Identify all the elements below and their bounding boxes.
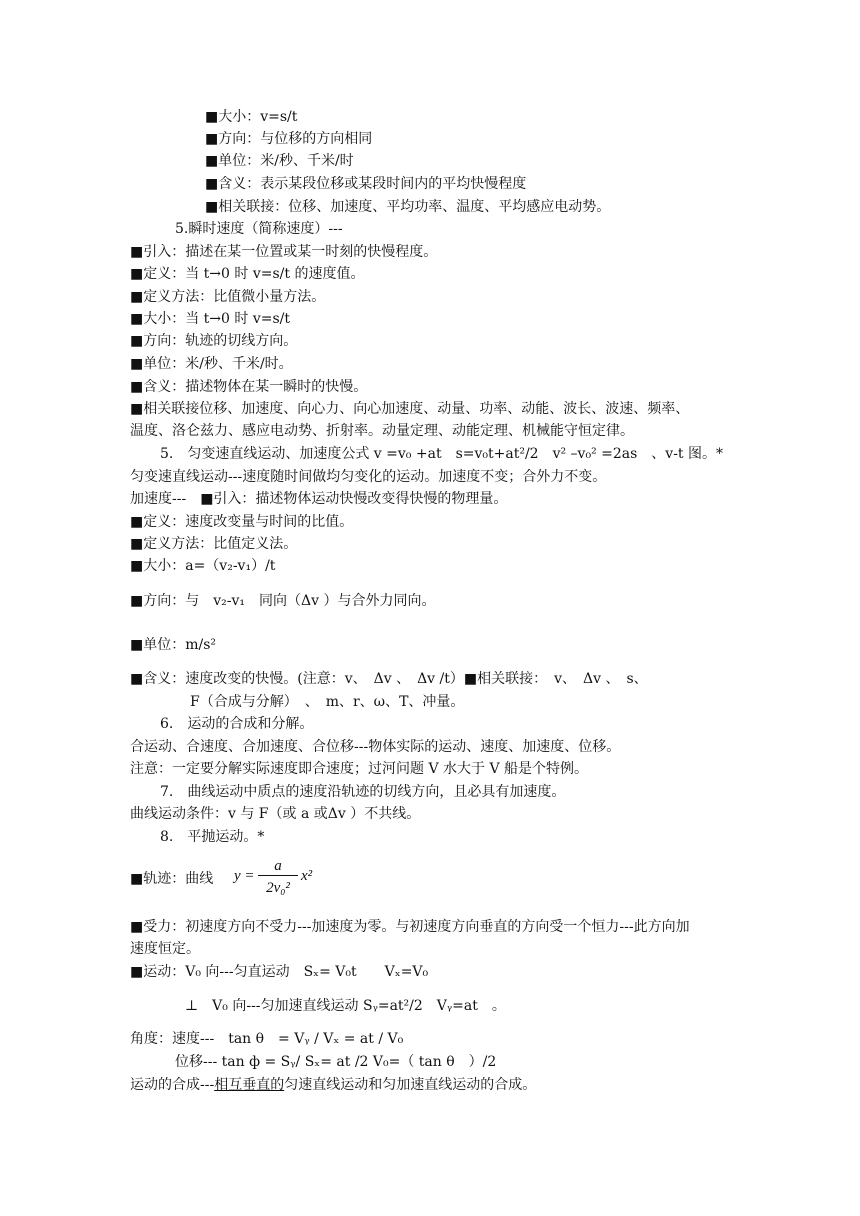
text-line: ■轨迹：曲线 (130, 871, 214, 887)
text-line: ■定义：速度改变量与时间的比值。 (130, 514, 354, 530)
text-line: 合运动、合速度、合加速度、合位移---物体实际的运动、速度、加速度、位移。 (130, 739, 621, 755)
section-heading: 8. 平抛运动。* (160, 829, 265, 845)
text-line: ■相关联接：位移、加速度、平均功率、温度、平均感应电动势。 (205, 199, 611, 215)
text-line: ■引入：描述在某一位置或某一时刻的快慢程度。 (130, 244, 438, 260)
text-line: ■大小：当 t→0 时 v=s/t (130, 311, 291, 327)
text-line: 加速度--- ■引入：描述物体运动快慢改变得快慢的物理量。 (130, 491, 508, 507)
text-line: F（合成与分解） 、 m、r、ω、T、冲量。 (190, 694, 465, 710)
section-heading: 5. 匀变速直线运动、加速度公式 v =v₀ +at s=v₀t+at²/2 v² –v₀² =2as 、v-t 图。* (160, 446, 724, 462)
text-line: ■定义方法：比值微小量方法。 (130, 289, 326, 305)
formula-rhs: x² (301, 868, 313, 884)
text-line: ■方向：轨迹的切线方向。 (130, 333, 298, 349)
text-line: ■含义：表示某段位移或某段时间内的平均快慢程度 (205, 176, 527, 192)
text-line: ■单位：米/秒、千米/时。 (130, 356, 293, 372)
text-line: ■单位：m/s² (130, 637, 217, 653)
formula-numerator: a (274, 858, 282, 874)
text-line: 曲线运动条件：v 与 F（或 a 或Δv ）不共线。 (130, 806, 421, 822)
text-line: 位移--- tan ф = Sᵧ/ Sₓ= at /2 V₀=（ tan θ ）/2 (175, 1054, 497, 1070)
text-line: ■受力：初速度方向不受力---加速度为零。与初速度方向垂直的方向受一个恒力---此方向加 (130, 919, 690, 935)
text-line: ■含义：速度改变的快慢。(注意：v、 Δv 、 Δv /t）■相关联接： v、 Δv 、 s、 (130, 671, 648, 687)
text-line: ■单位：米/秒、千米/时 (205, 153, 354, 169)
text-line: ■大小：v=s/t (205, 109, 298, 125)
text-line: 速度恒定。 (130, 941, 200, 957)
text-line: ⊥ V₀ 向---匀加速直线运动 Sᵧ=at²/2 Vᵧ=at 。 (185, 998, 506, 1014)
text-line: ■运动：V₀ 向---匀直运动 Sₓ= V₀t Vₓ=V₀ (130, 964, 429, 980)
formula-lhs: y = (234, 868, 255, 884)
underlined-text: 相互垂直的 (214, 1077, 285, 1093)
text-line: ■相关联接位移、加速度、向心力、向心加速度、动量、功率、动能、波长、波速、频率、 (130, 401, 690, 417)
fraction-bar (258, 875, 298, 876)
text-line: ■定义：当 t→0 时 v=s/t 的速度值。 (130, 266, 365, 282)
text-line: ■含义：描述物体在某一瞬时的快慢。 (130, 379, 368, 395)
text-line: 注意：一定要分解实际速度即合速度；过河问题 V 水大于 V 船是个特例。 (130, 761, 589, 777)
text-line: ■方向：与 v₂-v₁ 同向（Δv ）与合外力同向。 (130, 593, 436, 609)
section-heading: 6. 运动的合成和分解。 (160, 716, 314, 732)
text-line (130, 1076, 536, 1094)
section-heading: 5.瞬时速度（简称速度）--- (175, 221, 343, 237)
text-line: ■方向：与位移的方向相同 (205, 131, 373, 147)
text-line: 匀变速直线运动---速度随时间做均匀变化的运动。加速度不变；合外力不变。 (130, 469, 607, 485)
text-line: 温度、洛仑兹力、感应电动势、折射率。动量定理、动能定理、机械能守恒定律。 (130, 423, 634, 439)
text-segment: 匀速直线运动和匀加速直线运动的合成。 (284, 1077, 537, 1093)
text-line: 角度：速度--- tan θ = Vᵧ / Vₓ = at / V₀ (130, 1031, 404, 1047)
formula-denominator: 2v₀² (266, 880, 290, 896)
text-line: ■定义方法：比值定义法。 (130, 536, 298, 552)
text-line: ■大小：a=（v₂-v₁）/t (130, 558, 276, 574)
section-heading: 7. 曲线运动中质点的速度沿轨迹的切线方向，且必具有加速度。 (160, 784, 566, 800)
formula-fraction (258, 858, 298, 902)
text-segment: 运动的合成--- (130, 1077, 215, 1093)
